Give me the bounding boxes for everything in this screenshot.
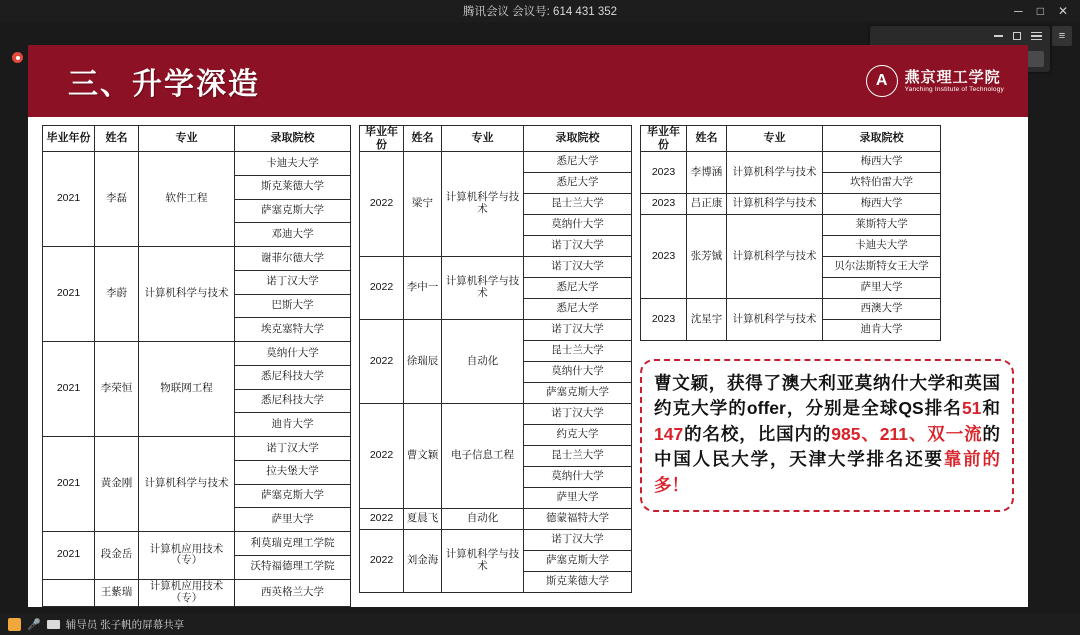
cell-school: 昆士兰大学: [524, 446, 632, 467]
cell-school: 悉尼大学: [524, 299, 632, 320]
callout-text-4: 的中国人民大学，天津大学排名还要: [654, 423, 1000, 470]
cell-name: 黄金刚: [95, 437, 139, 532]
cell-school: 萨塞克斯大学: [235, 484, 351, 508]
window-title: 腾讯会议 会议号: 614 431 352: [462, 6, 618, 18]
table-body: [360, 152, 632, 593]
table-row: [360, 320, 632, 341]
hamburger-icon: ≡: [1058, 30, 1066, 42]
table-body: [43, 152, 351, 607]
cell-major: 计算机科学与技术: [442, 152, 524, 257]
cell-year: 2022: [360, 509, 404, 530]
cell-major: 软件工程: [139, 152, 235, 247]
logo-mark-icon: A: [866, 65, 898, 97]
table-header-row: [641, 126, 941, 152]
cell-year: 2022: [360, 320, 404, 404]
cell-major: 计算机科学与技术: [139, 247, 235, 342]
cell-name: 李磊: [95, 152, 139, 247]
cell-name: 吕正康: [687, 194, 727, 215]
cell-school: 迪肯大学: [823, 320, 941, 341]
cell-major: 物联网工程: [139, 342, 235, 437]
column-header-year: 毕业年份: [641, 126, 687, 152]
cell-year: [43, 579, 95, 607]
minimize-button[interactable]: ─: [1014, 4, 1023, 18]
cell-school: 萨塞克斯大学: [235, 199, 351, 223]
cell-name: 张芳铖: [687, 215, 727, 299]
university-logo: [866, 65, 1004, 97]
cell-school: 莱斯特大学: [823, 215, 941, 236]
cell-school: 贝尔法斯特女王大学: [823, 257, 941, 278]
cell-school: 卡迪夫大学: [823, 236, 941, 257]
cell-major: 自动化: [442, 509, 524, 530]
table-row: [43, 437, 351, 461]
window-titlebar: [0, 0, 1080, 22]
cell-school: 诺丁汉大学: [524, 530, 632, 551]
callout-tiers: 985、211、双一流: [831, 423, 983, 444]
slide-header: [28, 45, 1028, 117]
cell-major: 计算机科学与技术: [442, 257, 524, 320]
cell-school: 巴斯大学: [235, 294, 351, 318]
cell-name: 李中一: [404, 257, 442, 320]
cell-major: 计算机科学与技术: [727, 152, 823, 194]
table-header-row: [360, 126, 632, 152]
cell-school: 莫纳什大学: [524, 467, 632, 488]
cell-school: 莫纳什大学: [524, 362, 632, 383]
column-header-school: 录取院校: [524, 126, 632, 152]
table-row: [43, 247, 351, 271]
cell-school: 诺丁汉大学: [235, 270, 351, 294]
cell-name: 徐瑞辰: [404, 320, 442, 404]
table-row: [360, 152, 632, 173]
callout-text-2: 和: [981, 398, 1001, 419]
column-header-major: 专业: [442, 126, 524, 152]
cell-school: 萨塞克斯大学: [524, 551, 632, 572]
cell-name: 段金岳: [95, 532, 139, 580]
panel-expand-button[interactable]: [1052, 26, 1072, 46]
cell-year: 2021: [43, 437, 95, 532]
cell-school: 西澳大学: [823, 299, 941, 320]
table-row: [360, 530, 632, 551]
column-header-name: 姓名: [95, 126, 139, 152]
cell-name: 曹文颖: [404, 404, 442, 509]
table-row: [641, 152, 941, 173]
cell-major: 计算机应用技术（专）: [139, 579, 235, 607]
cell-school: 邓迪大学: [235, 223, 351, 247]
cell-year: 2023: [641, 299, 687, 341]
cell-school: 西英格兰大学: [235, 579, 351, 607]
screen-share-icon: [8, 618, 21, 631]
maximize-button[interactable]: □: [1036, 4, 1044, 18]
cell-school: 诺丁汉大学: [235, 437, 351, 461]
cell-school: 萨里大学: [823, 278, 941, 299]
slide-body: [28, 117, 1028, 607]
minimize-icon[interactable]: [994, 35, 1003, 37]
cell-school: 利莫瑞克理工学院: [235, 532, 351, 556]
cell-major: 计算机应用技术（专）: [139, 532, 235, 580]
callout-emphasis: 靠前的多: [654, 449, 1001, 495]
cell-school: 坎特伯雷大学: [823, 173, 941, 194]
cell-school: 沃特福德理工学院: [235, 555, 351, 579]
microphone-icon[interactable]: 🎤: [27, 618, 41, 631]
cell-school: 悉尼科技大学: [235, 365, 351, 389]
cell-school: 斯克莱德大学: [524, 572, 632, 593]
cell-name: 王紫瑞: [95, 579, 139, 607]
callout-text-5: ！: [671, 474, 689, 495]
logo-name-en: Yanching Institute of Technology: [904, 85, 1004, 93]
cell-school: 拉夫堡大学: [235, 460, 351, 484]
table-row: [43, 579, 351, 607]
cell-year: 2022: [360, 152, 404, 257]
table-row: [641, 299, 941, 320]
table-row: [43, 342, 351, 366]
callout-text-1: 曹文颖，获得了澳大利亚莫纳什大学和英国约克大学的offer，分别是全球QS排名: [654, 373, 1000, 419]
cell-school: 萨塞克斯大学: [524, 383, 632, 404]
cell-year: 2023: [641, 194, 687, 215]
cell-school: 卡迪夫大学: [235, 152, 351, 176]
cell-school: 梅西大学: [823, 194, 941, 215]
cell-school: 埃克塞特大学: [235, 318, 351, 342]
table-body: [641, 152, 941, 341]
cell-name: 沈星宇: [687, 299, 727, 341]
cell-year: 2022: [360, 257, 404, 320]
cell-school: 莫纳什大学: [524, 215, 632, 236]
column-header-major: 专业: [727, 126, 823, 152]
admissions-table-2021: [42, 125, 351, 607]
cell-school: 诺丁汉大学: [524, 236, 632, 257]
cell-year: 2023: [641, 152, 687, 194]
column-header-name: 姓名: [404, 126, 442, 152]
close-button[interactable]: ✕: [1057, 4, 1068, 18]
table-row: [43, 152, 351, 176]
cell-school: 悉尼科技大学: [235, 389, 351, 413]
cell-school: 谢菲尔德大学: [235, 247, 351, 271]
cell-year: 2021: [43, 342, 95, 437]
table-row: [360, 509, 632, 530]
column-header-year: 毕业年份: [360, 126, 404, 152]
share-status-label: 辅导员 张子帆的屏幕共享: [65, 618, 185, 631]
table-row: [641, 215, 941, 236]
cell-school: 迪肯大学: [235, 413, 351, 437]
admissions-table-2023: [640, 125, 941, 341]
callout-text-3: 的名校，比国内的: [683, 423, 832, 444]
cell-school: 悉尼大学: [524, 152, 632, 173]
column-header-school: 录取院校: [823, 126, 941, 152]
window-controls: [1014, 0, 1076, 22]
cell-major: 电子信息工程: [442, 404, 524, 509]
table-row: [43, 532, 351, 556]
restore-icon[interactable]: [1013, 32, 1021, 40]
cell-school: 约克大学: [524, 425, 632, 446]
cell-year: 2022: [360, 530, 404, 593]
cell-school: 昆士兰大学: [524, 341, 632, 362]
cell-major: 自动化: [442, 320, 524, 404]
cell-year: 2021: [43, 532, 95, 580]
cell-school: 诺丁汉大学: [524, 257, 632, 278]
camera-icon[interactable]: [47, 620, 60, 629]
cell-year: 2022: [360, 404, 404, 509]
cell-name: 刘金海: [404, 530, 442, 593]
cell-name: 李蔚: [95, 247, 139, 342]
cell-school: 诺丁汉大学: [524, 404, 632, 425]
cell-major: 计算机科学与技术: [727, 215, 823, 299]
cell-school: 梅西大学: [823, 152, 941, 173]
cell-school: 诺丁汉大学: [524, 320, 632, 341]
cell-name: 梁宁: [404, 152, 442, 257]
cell-year: 2023: [641, 215, 687, 299]
cell-school: 悉尼大学: [524, 173, 632, 194]
column-header-school: 录取院校: [235, 126, 351, 152]
callout-rank-1: 51: [961, 398, 982, 419]
table-header-row: [43, 126, 351, 152]
cell-major: 计算机科学与技术: [442, 530, 524, 593]
table-row: [360, 257, 632, 278]
cell-school: 斯克莱德大学: [235, 175, 351, 199]
cell-school: 莫纳什大学: [235, 342, 351, 366]
cell-year: 2021: [43, 247, 95, 342]
cell-major: 计算机科学与技术: [139, 437, 235, 532]
screen-share-statusbar: [0, 613, 1080, 635]
column-header-year: 毕业年份: [43, 126, 95, 152]
table-row: [360, 404, 632, 425]
callout-rank-2: 147: [654, 423, 684, 444]
speaker-panel-controls: [870, 26, 1050, 46]
highlight-callout: [640, 359, 1014, 512]
slide-title: 三、升学深造: [68, 68, 260, 101]
menu-icon[interactable]: [1031, 30, 1042, 43]
logo-name-cn: 燕京理工学院: [904, 68, 1001, 86]
cell-school: 德蒙福特大学: [524, 509, 632, 530]
shared-screen-slide: [28, 45, 1028, 607]
cell-name: 夏晨飞: [404, 509, 442, 530]
cell-school: 萨里大学: [235, 508, 351, 532]
cell-major: 计算机科学与技术: [727, 299, 823, 341]
column-header-major: 专业: [139, 126, 235, 152]
record-icon: [12, 52, 23, 63]
cell-year: 2021: [43, 152, 95, 247]
table-row: [641, 194, 941, 215]
cell-major: 计算机科学与技术: [727, 194, 823, 215]
cell-school: 萨里大学: [524, 488, 632, 509]
cell-school: 悉尼大学: [524, 278, 632, 299]
cell-name: 李荣恒: [95, 342, 139, 437]
cell-school: 昆士兰大学: [524, 194, 632, 215]
cell-name: 李博涵: [687, 152, 727, 194]
column-header-name: 姓名: [687, 126, 727, 152]
admissions-table-2022: [359, 125, 632, 593]
